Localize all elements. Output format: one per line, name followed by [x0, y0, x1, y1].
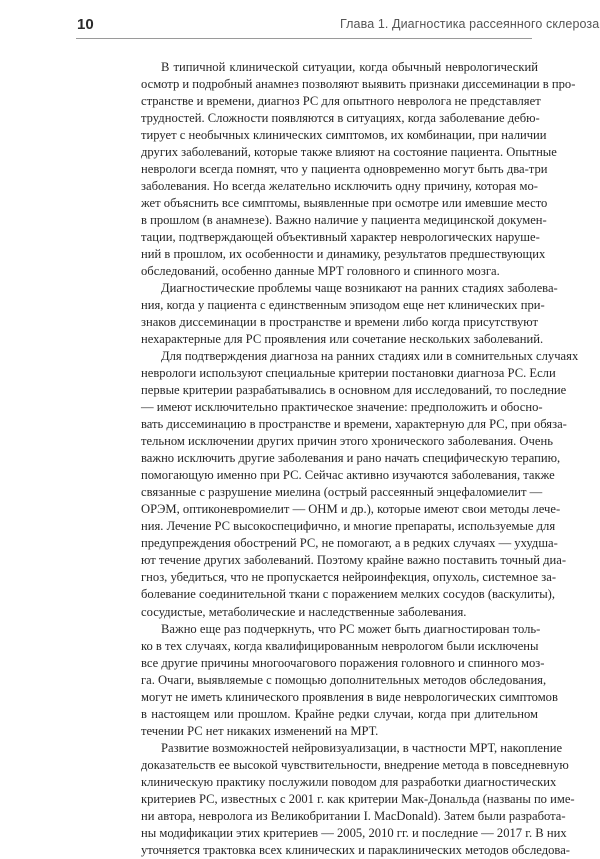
text-line: трудностей. Сложности появляются в ситуациях, когда заболевание дебю- [141, 111, 540, 126]
text-line: тации, подтверждающей объективный характер неврологических наруше- [141, 230, 540, 245]
text-line: ний в прошлом, их особенности и динамику, результатов предшествующих [141, 247, 546, 262]
text-line: ния. Лечение РС высокоспецифично, и многие препараты, используемые для [141, 519, 556, 534]
text-line: осмотр и подробный анамнез позволяют выявить признаки диссеминации в про- [141, 77, 576, 92]
paragraph [141, 59, 576, 280]
text-line: болевание соединительной ткани с поражением мелких сосудов (васкулиты), [141, 587, 555, 602]
text-line: важно исключить другие заболевания и рано начать специфическую терапию, [141, 451, 561, 466]
text-line: других заболеваний, которые также влияют на состояние пациента. Опытные [141, 145, 557, 160]
text-line: сосудистые, метаболические и наследственные заболевания. [141, 604, 467, 619]
text-line: странстве и времени, диагноз РС для опытного невролога не представляет [141, 94, 541, 109]
text-line: доказательств ее высокой чувствительности, внедрение метода в повседневную [141, 757, 569, 772]
text-line: связанные с разрушение миелина (острый рассеянный энцефаломиелит — [141, 485, 543, 500]
paragraph [141, 280, 558, 348]
paragraph [141, 621, 558, 740]
text-line: тирует с необычных клинических симптомов, их комбинации, при наличии [141, 128, 547, 143]
text-line: в прошлом (в анамнезе). Важно наличие у пациента медицинской докумен- [141, 213, 547, 228]
text-line: Для подтверждения диагноза на ранних стадиях или в сомнительных случаях [161, 349, 579, 364]
text-line: ют течение других заболеваний. Поэтому крайне важно поставить точный диа- [141, 553, 567, 568]
text-line: ни автора, невролога из Великобритании I. MacDonald). Затем были разработа- [141, 808, 566, 823]
text-line: Важно еще раз подчеркнуть, что РС может быть диагностирован толь- [161, 621, 541, 636]
text-line: неврологи всегда помнят, что у пациента одновременно могут быть два-три [141, 162, 548, 177]
chapter-title: Глава 1. Диагностика рассеянного склероза [340, 17, 600, 31]
text-line: знаков диссеминации в пространстве и времени либо когда присутствуют [141, 315, 538, 330]
text-line: тельном исключении других причин этого хронического заболевания. Очень [141, 434, 553, 449]
text-line: обследований, особенно данные МРТ головного и спинного мозга. [141, 264, 500, 279]
paragraph [141, 348, 579, 620]
header-divider [76, 38, 532, 39]
text-line: В типичной клинической ситуации, когда обычный неврологический [161, 60, 538, 74]
text-line: уточняется трактовка всех клинических и параклинических методов обследова- [141, 842, 570, 857]
text-line: жет объяснить все симптомы, выявленные при осмотре или имевшие место [141, 196, 548, 211]
text-line: га. Очаги, выявляемые с помощью дополнительных методов обследования, [141, 672, 547, 687]
text-line: ния, когда у пациента с единственным эпизодом еще нет клинических при- [141, 298, 545, 313]
text-line: предупреждения обострений РС, не помогают, а в редких случаях — ухудша- [141, 536, 558, 551]
text-line: Развитие возможностей нейровизуализации, в частности МРТ, накопление [161, 740, 563, 755]
text-line: Диагностические проблемы чаще возникают на ранних стадиях заболева- [161, 281, 558, 296]
text-line: течении РС нет никаких изменений на МРТ. [141, 723, 379, 738]
paragraph [141, 740, 575, 859]
text-line: помогающую именно при РС. Сейчас активно изучаются заболевания, также [141, 468, 555, 483]
text-line: критериев РС, известных с 2001 г. как критерии Мак-Дональда (названы по име- [141, 791, 575, 806]
text-line: гноз, убедиться, что не пропускается нейроинфекция, опухоль, системное за- [141, 570, 557, 585]
text-line: могут не иметь клинического проявления в виде неврологических симптомов [141, 689, 558, 704]
text-line: нехарактерные для РС проявления или сочетание нескольких заболеваний. [141, 332, 544, 347]
text-line: — имеют исключительно практическое значение: предположить и обосно- [141, 400, 543, 415]
text-line: вать диссеминацию в пространстве и времени, характерную для РС, при обяза- [141, 417, 567, 432]
text-line: в настоящем или прошлом. Крайне редки случаи, когда при длительном [141, 706, 538, 721]
text-line: все другие причины многоочагового поражения головного и спинного моз- [141, 655, 545, 670]
text-line: ны модификации этих критериев — 2005, 2010 гг. и последние — 2017 г. В них [141, 825, 567, 840]
text-line: клиническую практику послужили поводом для разработки диагностических [141, 774, 557, 789]
body-text [141, 59, 579, 859]
text-line: первые критерии разрабатывались в основном для исследований, то последние [141, 383, 567, 398]
text-line: заболевания. Но всегда желательно исключить одну причину, которая мо- [141, 179, 538, 194]
text-line: неврологи используют специальные критерии постановки диагноза РС. Если [141, 366, 556, 381]
text-line: ко в тех случаях, когда квалифицированным неврологом были исключены [141, 638, 539, 653]
page-number: 10 [77, 16, 94, 33]
text-line: ОРЭМ, оптиконевромиелит — ОНМ и др.), которые имеют свои методы лече- [141, 502, 561, 517]
